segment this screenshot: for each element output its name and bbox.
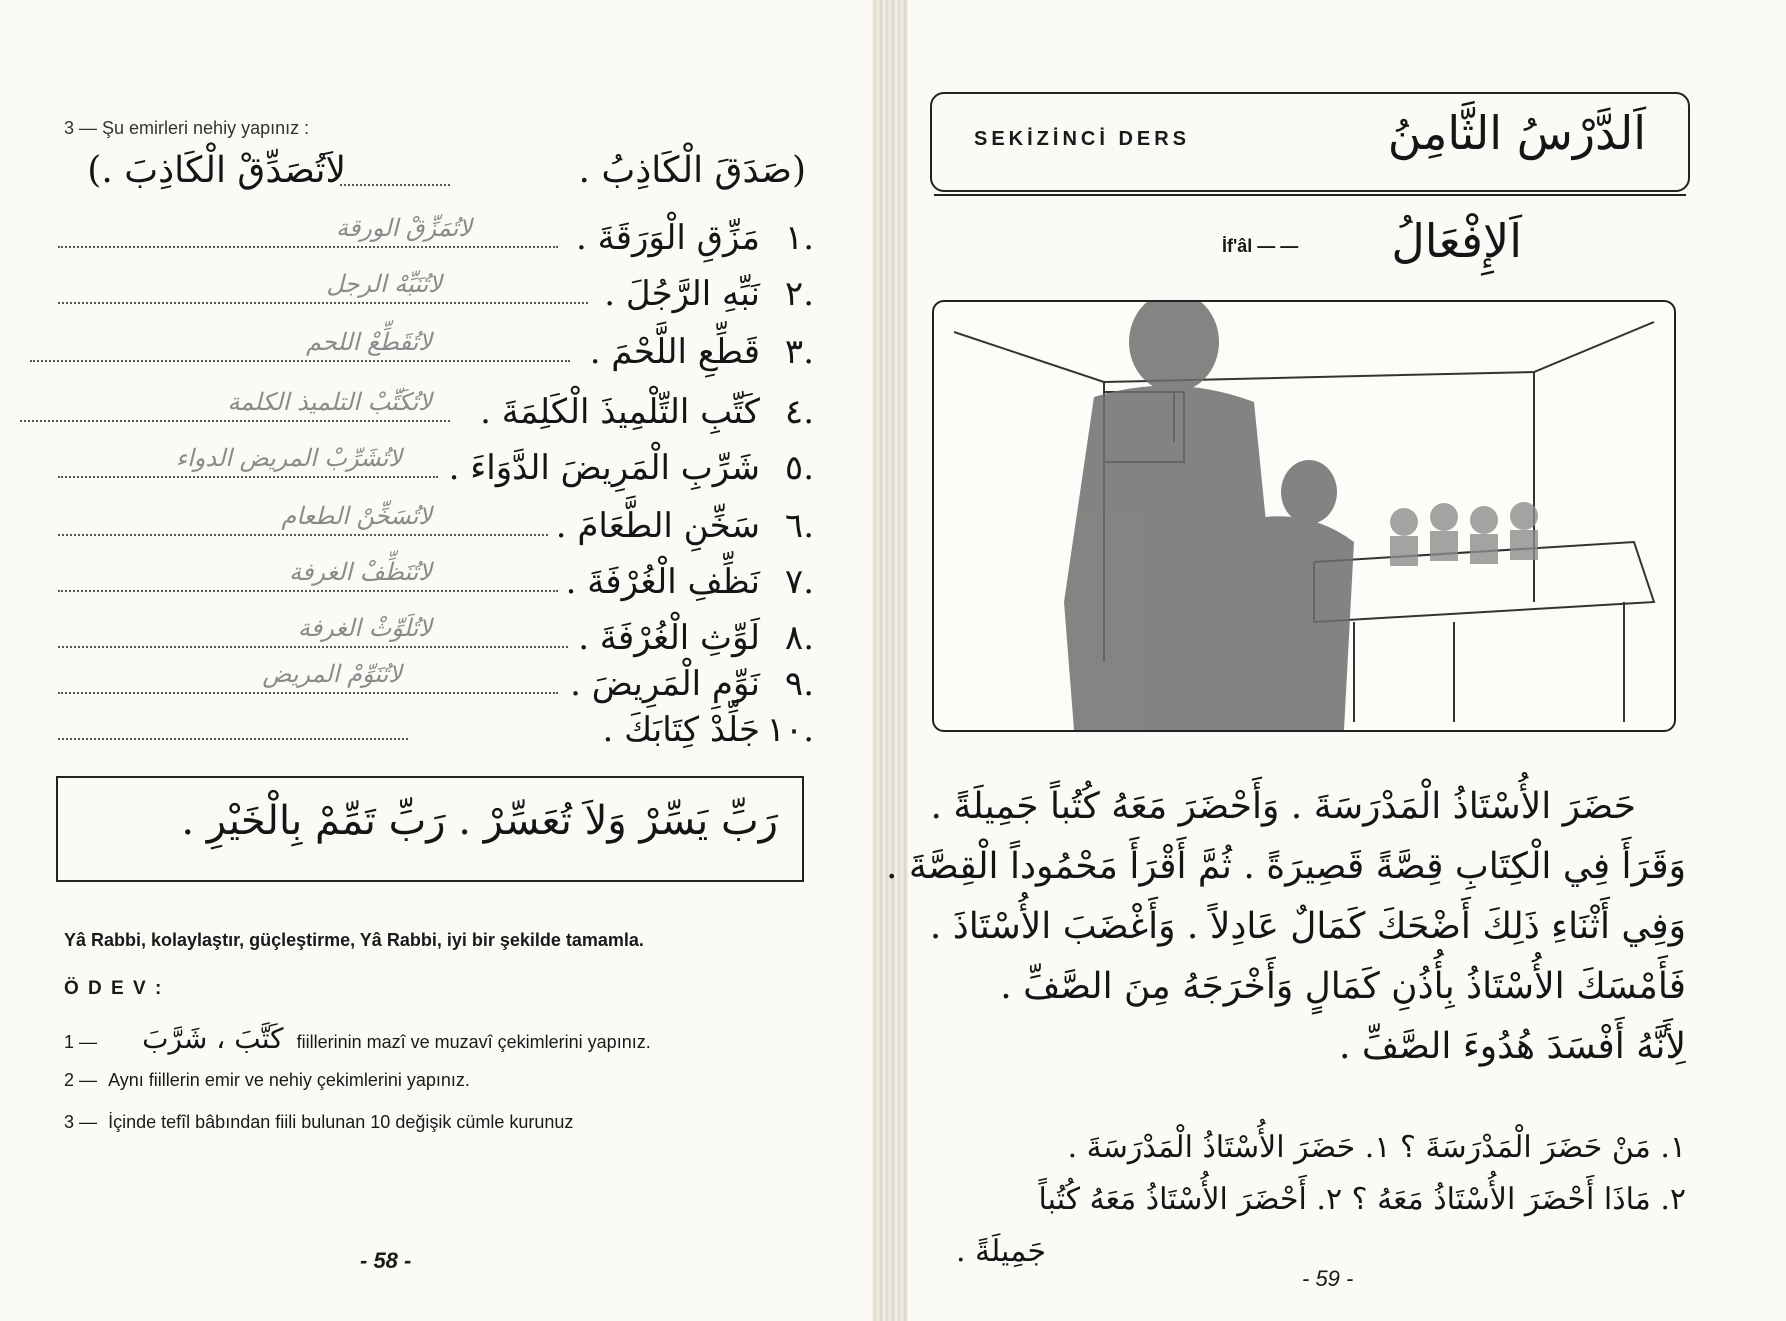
prayer-text: رَبِّ يَسِّرْ وَلاَ تُعَسِّرْ . رَبِّ تَمِّمْ بِالْخَيْرِ . — [181, 798, 778, 844]
item-number: ٧. — [784, 562, 814, 602]
odev-arabic: كَتَّبَ ، شَرَّبَ — [142, 1022, 284, 1055]
handwritten-answer: لاتُنَظِّفْ الغرفة — [289, 558, 432, 586]
item-text: نَظِّفِ الْغُرْفَةَ . — [565, 562, 760, 602]
prayer-translation: Yâ Rabbi, kolaylaştır, güçleştirme, Yâ Rabbi, iyi bir şekilde tamamla. — [64, 930, 644, 950]
answer-line — [58, 534, 548, 536]
item-number: ٣. — [784, 332, 814, 372]
example-answer: لاَتُصَدِّقْ الْكَاذِبَ .) — [87, 150, 346, 191]
handwritten-answer: لاتُكَتِّبْ التلميذ الكلمة — [227, 388, 432, 416]
item-text: نَبِّهِ الرَّجُلَ . — [604, 274, 760, 314]
odev-text: Aynı fiillerin emir ve nehiy çekimlerini yapınız. — [108, 1070, 470, 1090]
exercise-3-title: 3 — Şu emirleri nehiy yapınız : — [64, 118, 310, 138]
item-text: جَلِّدْ كِتَابَكَ . — [602, 710, 760, 750]
exercise-item — [0, 442, 872, 502]
item-text: مَزِّقِ الْوَرَقَةَ . — [575, 218, 760, 258]
page-number-right: - 59 - — [1302, 1266, 1354, 1291]
answer-line — [58, 692, 558, 694]
example-original: (صَدَقَ الْكَاذِبُ . — [578, 150, 806, 191]
lesson-label: SEKİZİNCİ DERS — [974, 128, 1191, 150]
topic-arabic: اَلإِفْعَالُ — [1391, 214, 1522, 268]
exercise-item — [0, 268, 872, 328]
exercise-item — [0, 500, 872, 560]
odev-title: Ö D E V : — [64, 978, 164, 999]
reading-line: فَأَمْسَكَ الأُسْتَاذُ بِأُذُنِ كَمَالٍ وَأَخْرَجَهُ مِنَ الصَّفِّ . — [1000, 966, 1686, 1007]
lesson-header-box — [930, 92, 1690, 192]
handwritten-answer: لاتُنَوِّمْ المريض — [262, 660, 402, 688]
answer-line — [58, 476, 438, 478]
item-number: ٥. — [784, 448, 814, 488]
answer-line — [58, 738, 408, 740]
item-number: ١. — [784, 218, 814, 258]
odev-item-2 — [64, 1070, 470, 1091]
odev-number: 3 — — [64, 1112, 98, 1132]
odev-text: İçinde tefîl bâbından fiili bulunan 10 değişik cümle kurunuz — [108, 1112, 574, 1132]
item-text: شَرِّبِ الْمَرِيضَ الدَّوَاءَ . — [448, 448, 760, 488]
prayer-box — [56, 776, 804, 882]
exercise-item — [0, 386, 872, 446]
item-number: ٢. — [784, 274, 814, 314]
odev-item-3 — [64, 1112, 573, 1133]
item-number: ٤. — [784, 392, 814, 432]
page-number-left: - 58 - — [360, 1248, 412, 1273]
item-number: ٦. — [784, 506, 814, 546]
odev-number: 2 — — [64, 1070, 98, 1090]
book-spine — [872, 0, 908, 1321]
item-number: ١٠. — [766, 710, 814, 750]
item-number: ٩. — [784, 664, 814, 704]
reading-line: لِأَنَّهُ أَفْسَدَ هُدُوءَ الصَّفِّ . — [1339, 1026, 1686, 1067]
answer-line — [58, 646, 568, 648]
classroom-illustration — [932, 300, 1676, 732]
answer-line — [20, 420, 450, 422]
qa-line: جَمِيلَةً . — [955, 1234, 1046, 1269]
item-text: قَطِّعِ اللَّحْمَ . — [589, 332, 760, 372]
item-text: سَخِّنِ الطَّعَامَ . — [555, 506, 760, 546]
reading-line: حَضَرَ الأُسْتَاذُ الْمَدْرَسَةَ . وَأَحْضَرَ مَعَهُ كُتُباً جَمِيلَةً . — [930, 786, 1636, 827]
qa-line: ١. مَنْ حَضَرَ الْمَدْرَسَةَ ؟ ١. حَضَرَ الأُسْتَاذُ الْمَدْرَسَةَ . — [1067, 1130, 1686, 1165]
item-text: كَتِّبِ التِّلْمِيذَ الْكَلِمَةَ . — [480, 392, 760, 432]
handwritten-answer: لاتُسَخِّنْ الطعام — [281, 502, 432, 530]
answer-line — [30, 360, 570, 362]
exercise-item — [0, 704, 872, 764]
handwritten-answer: لاتُشَرِّبْ المريض الدواء — [175, 444, 402, 472]
illustration-drawing — [934, 302, 1674, 730]
answer-line — [58, 590, 558, 592]
handwritten-answer: لاتُمَزِّقْ الورقة — [335, 214, 472, 242]
answer-line — [58, 246, 558, 248]
item-number: ٨. — [784, 618, 814, 658]
exercise-item — [0, 326, 872, 386]
exercise-item — [0, 556, 872, 616]
handwritten-answer: لاتُنَبِّهْ الرجل — [326, 270, 442, 298]
lesson-title-arabic: اَلدَّرْسُ الثَّامِنُ — [1387, 106, 1646, 160]
odev-number: 1 — — [64, 1032, 98, 1052]
item-text: لَوِّثِ الْغُرْفَةَ . — [578, 618, 760, 658]
reading-line: وَقَرَأَ فِي الْكِتَابِ قِصَّةً قَصِيرَةً . ثُمَّ أَقْرَأَ مَحْمُوداً الْقِصَّةَ . — [885, 846, 1686, 887]
header-underline — [934, 194, 1686, 196]
item-text: نَوِّمِ الْمَرِيضَ . — [570, 664, 760, 704]
handwritten-answer: لاتُقَطِّعْ اللحم — [306, 328, 432, 356]
example-dots — [340, 184, 450, 186]
exercise-item — [0, 212, 872, 272]
qa-line: ٢. مَاذَا أَحْضَرَ الأُسْتَاذُ مَعَهُ ؟ ٢. أَحْضَرَ الأُسْتَاذُ مَعَهُ كُتُباً — [1038, 1182, 1686, 1217]
odev-text: fiillerinin mazî ve muzavî çekimlerini yapınız. — [296, 1032, 651, 1052]
answer-line — [58, 302, 588, 304]
reading-line: وَفِي أَثْنَاءِ ذَلِكَ أَضْحَكَ كَمَالٌ عَادِلاً . وَأَغْضَبَ الأُسْتَاذَ . — [929, 906, 1686, 947]
odev-item-1 — [64, 1022, 824, 1058]
topic-latin: İf'âl — — — [1222, 236, 1299, 256]
handwritten-answer: لاتُلَوِّثْ الغرفة — [297, 614, 432, 642]
